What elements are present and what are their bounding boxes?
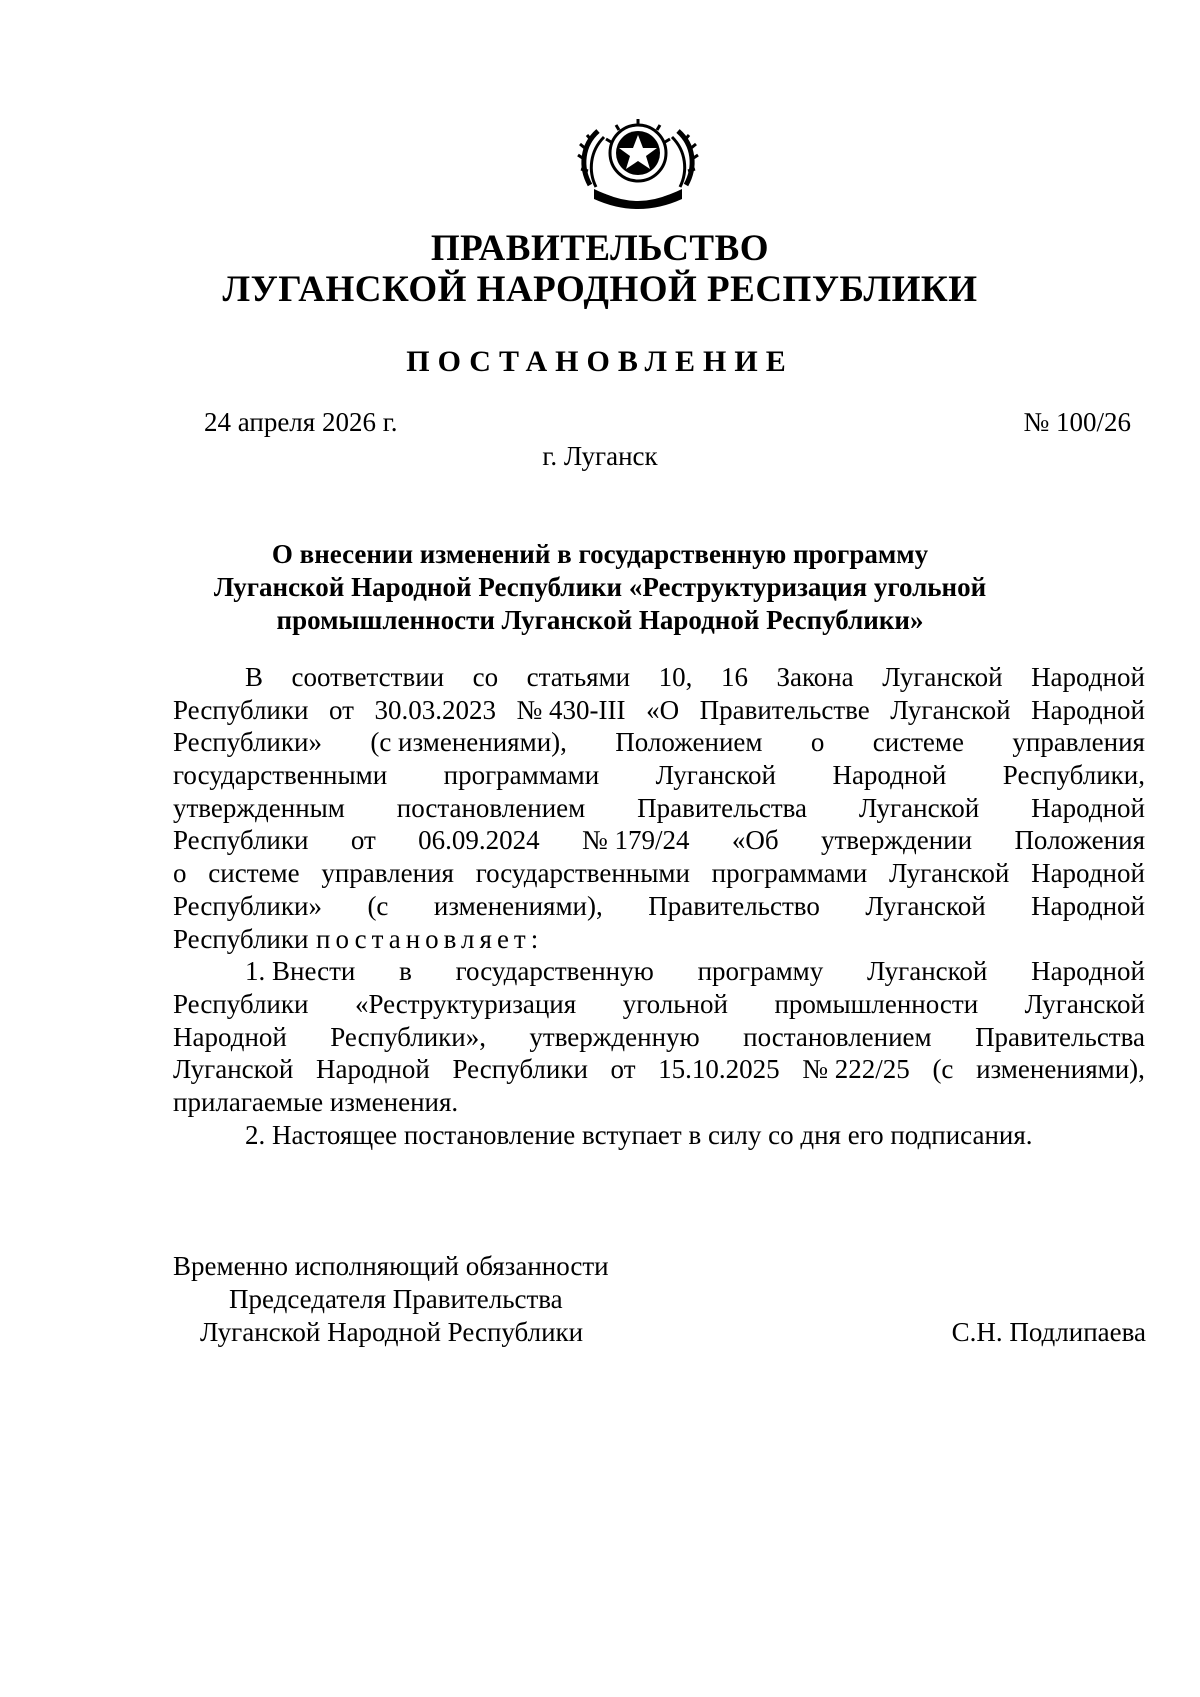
body-word: программу bbox=[697, 956, 824, 987]
body-word: Народной bbox=[315, 1054, 430, 1085]
body-word: Народной bbox=[1031, 792, 1145, 823]
body-word: «О bbox=[646, 694, 680, 725]
body-word: системе bbox=[208, 858, 300, 889]
body-word: программами bbox=[443, 760, 600, 791]
body-word: 2. Настоящее постановление вступает в силу со дня его подписания. bbox=[245, 1119, 1033, 1150]
body-word: Народной bbox=[1031, 956, 1145, 987]
body-word: в bbox=[399, 956, 412, 987]
body-word: Республики» bbox=[173, 890, 322, 921]
body-line bbox=[173, 1086, 1145, 1119]
body-word: «Реструктуризация bbox=[354, 988, 577, 1019]
body-word: Правительства bbox=[637, 792, 808, 823]
body-word: промышленности bbox=[774, 988, 979, 1019]
body-word: Народной bbox=[173, 1021, 287, 1052]
body-word: Луганской bbox=[888, 858, 1010, 889]
body-word: Луганской bbox=[1024, 988, 1145, 1019]
body-line bbox=[173, 726, 1145, 759]
body-word: Республики», bbox=[330, 1021, 486, 1052]
body-line bbox=[173, 923, 1145, 956]
body-word: от bbox=[610, 1054, 636, 1085]
body-line bbox=[173, 792, 1145, 825]
subject-line: О внесении изменений в государственную программу bbox=[271, 539, 929, 569]
body-word: (с bbox=[932, 1054, 954, 1085]
body-word: Народной bbox=[1031, 890, 1145, 921]
body-word: 1. Внести bbox=[245, 956, 356, 987]
body-word: (с изменениями), bbox=[370, 727, 567, 758]
subject-line: промышленности Луганской Народной Республики» bbox=[276, 605, 924, 635]
body-word: 16 bbox=[720, 662, 748, 692]
body-word: Республики bbox=[173, 988, 309, 1019]
document-date: 24 апреля 2026 г. bbox=[204, 407, 398, 437]
lpr-coat-of-arms-icon bbox=[576, 115, 700, 215]
body-word: утвержденным bbox=[173, 792, 345, 823]
body-word: о bbox=[810, 727, 825, 758]
body-word: Народной bbox=[1031, 858, 1145, 889]
body-word: Луганской bbox=[890, 694, 1011, 725]
body-word: Луганской bbox=[882, 662, 1003, 692]
body-word: 15.10.2025 bbox=[658, 1054, 780, 1085]
body-word: управления bbox=[1012, 727, 1145, 758]
body-word: Республики, bbox=[1002, 760, 1145, 791]
body-line bbox=[173, 694, 1145, 727]
resolves-word: постановляет: bbox=[316, 923, 544, 954]
body-word: Народной bbox=[1031, 694, 1145, 725]
document-subject bbox=[0, 538, 1200, 637]
body-word: 30.03.2023 bbox=[374, 694, 496, 725]
signatory-position-line2: Председателя Правительства bbox=[229, 1284, 563, 1314]
signatory-name: С.Н. Подлипаева bbox=[951, 1317, 1146, 1347]
body-word: системе bbox=[872, 727, 964, 758]
signatory-position-line3: Луганской Народной Республики bbox=[200, 1317, 584, 1347]
body-word: Положением bbox=[615, 727, 763, 758]
body-word: статьями bbox=[526, 662, 631, 692]
body-word: Республики bbox=[452, 1054, 588, 1085]
body-word: от bbox=[350, 825, 376, 856]
subject-line: Луганской Народной Республики «Реструктуризация угольной bbox=[213, 572, 987, 602]
body-word: Правительство bbox=[648, 890, 820, 921]
body-word: В bbox=[245, 662, 264, 692]
body-word: Положения bbox=[1014, 825, 1145, 856]
body-word: № 179/24 bbox=[581, 825, 690, 856]
body-line bbox=[173, 1053, 1145, 1086]
body-word: прилагаемые изменения. bbox=[173, 1086, 459, 1117]
government-title-line1: ПРАВИТЕЛЬСТВО bbox=[430, 228, 770, 269]
body-line bbox=[173, 1119, 1145, 1152]
body-word: Республики» bbox=[173, 727, 322, 758]
body-word: 10, bbox=[658, 662, 693, 692]
government-title bbox=[0, 228, 1200, 310]
body-word: соответствии bbox=[291, 662, 445, 692]
body-line bbox=[173, 824, 1145, 857]
body-word: Луганской bbox=[865, 890, 986, 921]
body-word: Луганской bbox=[655, 760, 776, 791]
body-line bbox=[173, 857, 1145, 890]
body-word: Правительстве bbox=[699, 694, 870, 725]
body-word: «Об bbox=[731, 825, 779, 856]
body-word: угольной bbox=[622, 988, 728, 1019]
body-word: № 430-III bbox=[516, 694, 626, 725]
body-word: Народной bbox=[1031, 662, 1145, 692]
document-city: г. Луганск bbox=[542, 441, 658, 471]
body-line bbox=[173, 759, 1145, 792]
body-word: 06.09.2024 bbox=[418, 825, 540, 856]
body-word: Народной bbox=[832, 760, 947, 791]
body-word: постановлением bbox=[743, 1021, 932, 1052]
document-type: ПОСТАНОВЛЕНИЕ bbox=[406, 345, 794, 378]
signatory-position-line1: Временно исполняющий обязанности bbox=[173, 1251, 609, 1281]
body-line bbox=[173, 988, 1145, 1021]
body-word: управления bbox=[321, 858, 454, 889]
body-word: Республики bbox=[173, 694, 309, 725]
body-word: Луганской bbox=[858, 792, 980, 823]
body-word: Закона bbox=[776, 662, 854, 692]
body-word: постановлением bbox=[396, 792, 586, 823]
body-word: программами bbox=[711, 858, 868, 889]
body-word: государственными bbox=[173, 760, 388, 791]
body-line bbox=[173, 890, 1145, 923]
body-word: Правительства bbox=[975, 1021, 1145, 1052]
body-word: Луганской bbox=[173, 1054, 294, 1085]
body-word: (с bbox=[367, 890, 389, 921]
body-line bbox=[173, 661, 1145, 694]
body-word: изменениями), bbox=[433, 890, 603, 921]
body-word: Луганской bbox=[867, 956, 988, 987]
body-word: государственными bbox=[475, 858, 690, 889]
body-word: от bbox=[329, 694, 354, 725]
document-number: № 100/26 bbox=[1023, 407, 1131, 437]
body-word: № 222/25 bbox=[802, 1054, 910, 1085]
body-word: Республики bbox=[173, 923, 309, 954]
body-word: изменениями), bbox=[976, 1054, 1145, 1085]
body-word: утверждении bbox=[820, 825, 973, 856]
body-word: Республики bbox=[173, 825, 309, 856]
body-word: государственную bbox=[455, 956, 654, 987]
body-line bbox=[173, 955, 1145, 988]
body-word: утвержденную bbox=[529, 1021, 700, 1052]
document-body bbox=[173, 661, 1145, 1151]
body-word: со bbox=[472, 662, 499, 692]
body-line bbox=[173, 1021, 1145, 1054]
government-title-line2: ЛУГАНСКОЙ НАРОДНОЙ РЕСПУБЛИКИ bbox=[222, 269, 978, 310]
body-word: о bbox=[173, 858, 187, 889]
